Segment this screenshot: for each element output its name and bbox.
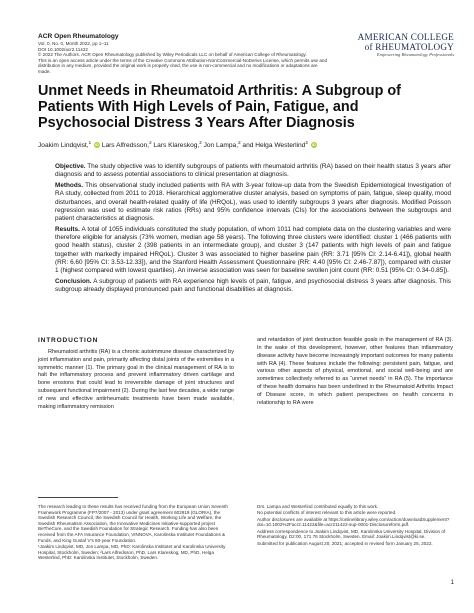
article-title: Unmet Needs in Rheumatoid Arthritis: A Subgroup of Patients With High Levels of Pain, Fatigue, and Psychosocial Distress 3 Years After Diagnosis xyxy=(38,83,401,131)
objective-label: Objective. xyxy=(55,163,86,170)
abstract-results xyxy=(55,226,451,275)
affiliations-note: ¹Joakim Lindqvist, MD, Jon Lampa, MD, PhD: Karolinska Institutet and Karolinska University Hospital, Stockholm, Sweden; ²Lars Alfredsson, PhD, Lars Klareskog, MD, PhD, Helga Westerlind, PhD: Karolinska Institutet, Stockholm, Sweden. xyxy=(38,543,226,561)
footnotes-left xyxy=(38,504,234,562)
acr-logo xyxy=(336,33,454,58)
author-name: Jon Lampa, xyxy=(203,142,239,150)
volume-line: Vol. 0, No. 0, Month 2022, pp 1–11 xyxy=(38,41,109,46)
abstract-objective xyxy=(55,163,451,179)
results-label: Results. xyxy=(55,226,80,234)
affiliation-marker: 1 xyxy=(88,140,92,145)
methods-text: This observational study included patients with RA with 3-year follow-up data from the Swedish Epidemiological Investigation of RA study, collected from 2011 to 2018. Hierarchical agglomerative cluster analysis, based on symptoms of pain, fatigue, sleep quality, mood disturbances, and overall health-related quality of life (HRQoL), was used to identify subgroups 3 years after diagnosis. Modified Poisson regression was used to estimate risk ratios (RRs) and 95% confidence intervals (CIs) for the associations between the subgroups and patient characteristics at diagnosis. xyxy=(55,182,451,222)
orcid-icon[interactable]: iD xyxy=(311,142,316,148)
logo-tagline: Empowering Rheumatology Professionals xyxy=(376,52,454,58)
section-heading-introduction: INTRODUCTION xyxy=(38,337,99,344)
results-text: A total of 1055 individuals constituted the study population, of whom 1011 had complete data on the clustering variables and were therefore eligible for analysis (73% women, median age 58 years). The following three clusters were identified: cluster 1 (466 patients with good health status), cluster 2 (398 patients in an intermediate group), and cluster 3 (147 patients with high levels of pain and fatigue together with markedly impaired HRQoL). Cluster 3 was associated to higher baseline pain (RR: 3.71 [95% CI: 2.14-6.41]), global health (RR: 6.60 [95% CI: 3.53-12.33]), and the Stanford Health Assessment Questionnaire (RR: 4.40 [95% CI: 2.46-7.87]), compared with cluster 1 (highest compared with lowest quartiles). An inverse association was seen for baseline swollen joint count (RR: 0.51 [95% CI: 0.34-0.85]). xyxy=(55,226,451,274)
affiliation-marker: 2 xyxy=(149,140,152,145)
funding-note: The research leading to these results has received funding from the European Union Seventh Framework Programme (FP7/2007 - 2013) under grant agreement 602919 (GLORIA), the Swedish Research Council, the Swedish Council for Health, Working Life and Welfare, the Swedish Rheumatism Association, the Innovative Medicines Initiative-supported project BeTheCure, and the Swedish Foundation for Strategic Research. Funding has also been received from the AFA Insurance Foundation, VINNOVA, Karolinska Institutet Foundations & Funds, and King Gustaf V's 80-year Foundation. xyxy=(38,504,228,543)
abstract xyxy=(55,163,451,297)
affiliation-marker: 2 xyxy=(305,140,308,145)
journal-name: ACR Open Rheumatology xyxy=(38,33,119,40)
conclusion-text: A subgroup of patients with RA experience high levels of pain, fatigue, and psychosocial distress 3 years after diagnosis. This subgroup already displayed pronounced pain and functional disabilities at diagnosis. xyxy=(55,278,451,294)
footnote-divider xyxy=(38,497,118,498)
logo-line-1: AMERICAN COLLEGE xyxy=(357,32,454,42)
license: This is an open access article under the terms of the Creative Commons Attribution-NonCommercial-NoDerivs License, which permits use and distribution in any medium, provided the original work is properly cited, the use is non-commercial and no modifications or adaptations are made. xyxy=(38,57,328,74)
objective-text: The study objective was to identify subgroups of patients with rheumatoid arthritis (RA) based on their health status 3 years after diagnosis and to assess potential associations to clinical presentation at diagnosis. xyxy=(55,163,451,179)
conclusion-label: Conclusion. xyxy=(55,278,92,286)
author-name: Joakim Lindqvist, xyxy=(38,142,89,150)
disclosure-note[interactable]: Author disclosures are available at https://onlinelibrary.wiley.com/action/downloadSupplement?doi=10.1002%2Facr2.11422&file=acr211422-sup-0001-Disclosureform.pdf. xyxy=(257,516,450,528)
affiliation-marker: 2 xyxy=(238,140,241,145)
page-number: 1 xyxy=(450,580,454,586)
body-column-left xyxy=(38,337,234,412)
intro-paragraph: Rheumatoid arthritis (RA) is a chronic autoimmune disease characterized by joint inflammation and pain, primarily affecting distal joints of the extremities in a symmetric manner (1). The primary goal in the clinical management of RA is to halt the inflammatory process and prevent inflammatory driven cartilage and bone erosions that could lead to irreversible damage of joint structures and subsequent functional impairment (2). During the last few decades, a wide range of new and effective antirheumatic treatments have been made available, making inflammatory remission xyxy=(38,348,234,410)
abstract-conclusion xyxy=(55,278,451,294)
doi[interactable]: DOI 10.1002/acr2.11422 xyxy=(38,46,88,52)
intro-paragraph-continued: and retardation of joint destruction feasible goals in the management of RA (3). In the wake of this development, however, other features than inflammatory disease activity have become increasingly important outcomes for many patients with RA (4). These features include the following: persistent pain, fatigue, and various other aspects of physical, emotional, and social well-being and are sometimes collectively referred to as “unmet needs” in RA (5). The importance of these health domains has been underlined in the Rheumatoid Arthritis Impact of Disease score, in which patient perspectives on health concerns in relationship to RA were xyxy=(257,337,453,406)
methods-label: Methods. xyxy=(55,182,84,190)
submission-note: Submitted for publication August 20, 2021; accepted in revised form January 25, 2022. xyxy=(257,540,433,546)
equal-contribution-note: Drs. Lampa and Westerlind contributed equally to this work. xyxy=(257,504,379,509)
orcid-icon[interactable]: iD xyxy=(94,142,99,148)
body-column-right xyxy=(257,337,453,408)
author-list xyxy=(38,139,458,150)
author-name: Lars Klareskog, xyxy=(153,142,200,150)
conflict-note: No potential conflicts of interest relevant to this article were reported. xyxy=(257,510,397,516)
abstract-methods xyxy=(55,182,451,223)
footnotes-right xyxy=(257,504,453,547)
author-name: and Helga Westerlind xyxy=(242,142,306,150)
logo-line-2: of RHEUMATOLOGY xyxy=(364,41,454,52)
affiliation-marker: 2 xyxy=(199,140,202,145)
copyright: © 2022 The Authors. ACR Open Rheumatology published by Wiley Periodicals LLC on behalf of American College of Rheumatology. xyxy=(38,52,307,58)
correspondence-note: Address correspondence to Joakim Lindqvist, MD, Karolinska University Hospital, Division of Rheumatology, D2:00, 171 76 Stockholm, Sweden. Email: Joakim.Lindqvist@ki.se. xyxy=(257,528,446,540)
author-name: Lars Alfredsson, xyxy=(101,142,150,150)
